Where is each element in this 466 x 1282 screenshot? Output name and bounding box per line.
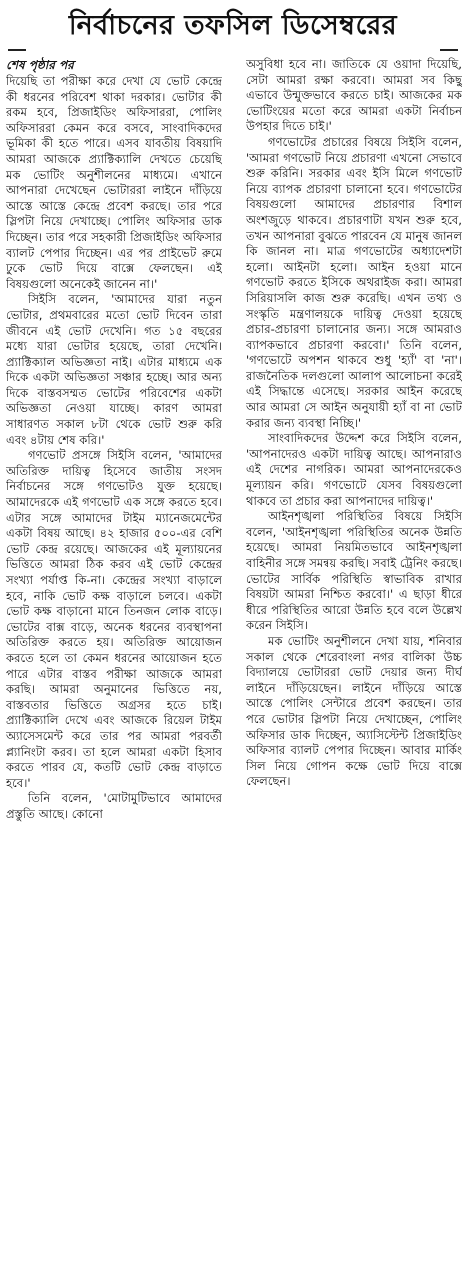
article-paragraph: মক ভোটিং অনুশীলনে দেখা যায়, শনিবার সকাল থেকে শেরেবাংলা নগর বালিকা উচ্চ বিদ্যালয়ে ভোটাররা ভোট দেয়ার জন্য দীর্ঘ লাইনে দাঁড়িয়েছেন। লাইনে দাঁড়িয়ে আস্তে আস্তে পোলিং সেন্টারে প্রবেশ করছেন। তার পরে ভোটার স্লিপটা নিয়ে দেখাচ্ছেন, পোলিং অফিসার ডাক দিচ্ছেন, অ্যাসিস্টেন্ট প্রিজাইডিং অফিসার ব্যালট পেপার দিচ্ছেন। আবার মার্কিং সিল নিয়ে গোপন কক্ষে ভোট দিয়ে বাক্সে ফেলছেন। [246, 633, 462, 789]
headline: নির্বাচনের তফসিল ডিসেম্বরের [68, 10, 398, 41]
article-paragraph: সাংবাদিকদের উদ্দেশ করে সিইসি বলেন, 'আপনাদেরও একটা দায়িত্ব আছে। আপনারাও এই দেশের নাগরিক। আমরা আপনাদেরকেও মূল্যায়ন করি। গণভোটে যেসব বিষয়গুলো থাকবে তা প্রচার করা আপনাদের দায়িত্ব।' [246, 431, 462, 508]
article-paragraph: গণভোট প্রসঙ্গে সিইসি বলেন, 'আমাদের অতিরিক্ত দায়িত্ব হিসেবে জাতীয় সংসদ নির্বাচনের সঙ্গে গণভোটও যুক্ত হয়েছে। আমাদেরকে এই গণভোট এক সঙ্গে করতে হবে। এটার সঙ্গে আমাদের টাইম ম্যানেজমেন্টের একটা বিষয় আছে। ৪২ হাজার ৫০০-এর বেশি ভোট কেন্দ্র রয়েছে। আজকের এই মূল্যায়নের ভিত্তিতে আমরা ঠিক করব এই ভোট কেন্দ্রের সংখ্যা পর্যাপ্ত কি-না। কেন্দ্রের সংখ্যা বাড়ালে হবে, নাকি ভোট কক্ষ বাড়ালে চলবে। একটা ভোট কক্ষ বাড়ানো মানে তিনজন লোক বাড়ে। ভোটের বাক্স বাড়ে, অনেক ধরনের ব্যবস্থাপনা অতিরিক্ত করতে হয়। অতিরিক্ত আয়োজন করতে হলে তা কেমন ধরনের আয়োজন হতে পারে এটার বাস্তব পরীক্ষা আজকে আমরা করছি। আমরা অনুমানের ভিত্তিতে নয়, বাস্তবতার ভিত্তিতে অগ্রসর হতে চাই। প্র্যাক্টিক্যালি দেখে এবং আজকে রিয়েল টাইম অ্যাসেসমেন্ট করে তার পর আমরা পরবর্তী প্ল্যানিংটা করব। তা হলে আমরা একটা হিসাব করতে পারব যে, কতটি ভোট কেন্দ্র বাড়াতে হবে।' [6, 448, 222, 790]
headline-rule-left [8, 49, 26, 51]
article-paragraph: গণভোটের প্রচারের বিষয়ে সিইসি বলেন, 'আমরা গণভোট নিয়ে প্রচারণা এখনো সেভাবে শুরু করিনি। সরকার এবং ইসি মিলে গণভোট নিয়ে ব্যাপক প্রচারণা চালানো হবে। গণভোটের বিষয়গুলো আমাদের প্রচারণার বিশাল অংশজুড়ে থাকবে। প্রচারণাটা যখন শুরু হবে, তখন আপনারা বুঝতে পারবেন যে মানুষ জানল কি জানল না। মাত্র গণভোটের অধ্যাদেশটা হলো। আইনটা হলো। আইন হওয়া মানে গণভোট করতে ইসিকে অথরাইজ করা। আমরা সিরিয়াসলি কাজ শুরু করেছি। এখন তথ্য ও সংস্কৃতি মন্ত্রণালয়কে দায়িত্ব দেওয়া হয়েছে প্রচার-প্রচারণা চালানোর জন্য। সঙ্গে আমরাও ব্যাপকভাবে প্রচারণা করবো।' তিনি বলেন, 'গণভোটে অপশন থাকবে শুধু 'হ্যাঁ' বা 'না'। রাজনৈতিক দলগুলো আলাপ আলোচনা করেই এই সিদ্ধান্তে এসেছে। সরকার আইন করেছে আর আমরা সে আইন অনুযায়ী হ্যাঁ বা না ভোট করার জন্য ব্যবস্থা নিচ্ছি।' [246, 134, 462, 430]
article-column-right [246, 57, 462, 1276]
article-paragraph: দিয়েছি তা পরীক্ষা করে দেখা যে ভোট কেন্দ্রে কী ধরনের পরিবেশ থাকা দরকার। ভোটার কী রকম হবে, প্রিজাইডিং অফিসাররা, পোলিং অফিসাররা কেমন করে বসবে, সাংবাদিকদের ভূমিকা কী হতে পারে। এসব যাবতীয় বিষয়াদি আমরা আজকে প্র্যাক্টিক্যালি দেখতে চেয়েছি মক ভোটিং অনুশীলনের মাধ্যমে। এখানে আপনারা দেখেছেন ভোটাররা লাইনে দাঁড়িয়ে আস্তে আস্তে কেন্দ্রে প্রবেশ করছে। তার পরে স্লিপটা নিয়ে দেখাচ্ছে। পোলিং অফিসার ডাক দিচ্ছেন। তার পরে সহকারী প্রিজাইডিং অফিসার ব্যালট পেপার দিচ্ছেন। এর পর প্রাইভেট রুমে ঢুকে ভোট দিয়ে বাক্সে ফেলছেন। এই বিষয়গুলো অনেকেই জানেন না।' [6, 74, 222, 291]
article-paragraph: আইনশৃঙ্খলা পরিস্থিতির বিষয়ে সিইসি বলেন, 'আইনশৃঙ্খলা পরিস্থিতির অনেক উন্নতি হয়েছে। আমরা নিয়মিতভাবে আইনশৃঙ্খলা বাহিনীর সঙ্গে সমন্বয় করছি। সবাই ট্রেনিং করছে। ভোটের সার্বিক পরিস্থিতি স্বাভাবিক রাখার বিষয়টা আমরা নিশ্চিত করবো।' এ ছাড়া ধীরে ধীরে পরিস্থিতির আরো উন্নতি হবে বলে উল্লেখ করেন সিইসি। [246, 509, 462, 633]
continuation-kicker: শেষ পৃষ্ঠার পর [6, 58, 74, 72]
article-column-left [6, 57, 222, 1276]
article-paragraph: সিইসি বলেন, 'আমাদের যারা নতুন ভোটার, প্রথমবারের মতো ভোট দিবেন তারা জীবনে এই ভোট দেখেনি। গত ১৫ বছরের মধ্যে যারা ভোটার হয়েছে, তারা দেখেনি। প্র্যাক্টিক্যাল অভিজ্ঞতা নাই। এটার মাধ্যমে এক দিকে একটা অভিজ্ঞতা সঞ্চার হচ্ছে। আর অন্য দিকে বাস্তবসম্মত ভোটের পরিবেশের একটা অভিজ্ঞতা নেওয়া যাচ্ছে। কারণ আমরা সাধারণত সকাল ৮টা থেকে ভোট শুরু করি এবং ৪টায় শেষ করি।' [6, 292, 222, 447]
headline-rule-right [440, 49, 458, 51]
article-paragraph: অসুবিধা হবে না। জাতিকে যে ওয়াদা দিয়েছি, সেটা আমরা রক্ষা করবো। আমরা সব কিছু এভাবে উন্মুক্তভাবে করতে চাই। আজকের মক ভোটিংয়ের মতো করে আমরা একটা নির্বাচন উপহার দিতে চাই।' [246, 57, 462, 134]
article-paragraph: তিনি বলেন, 'মোটামুটিভাবে আমাদের প্রস্তুতি আছে। কোনো [6, 791, 222, 821]
